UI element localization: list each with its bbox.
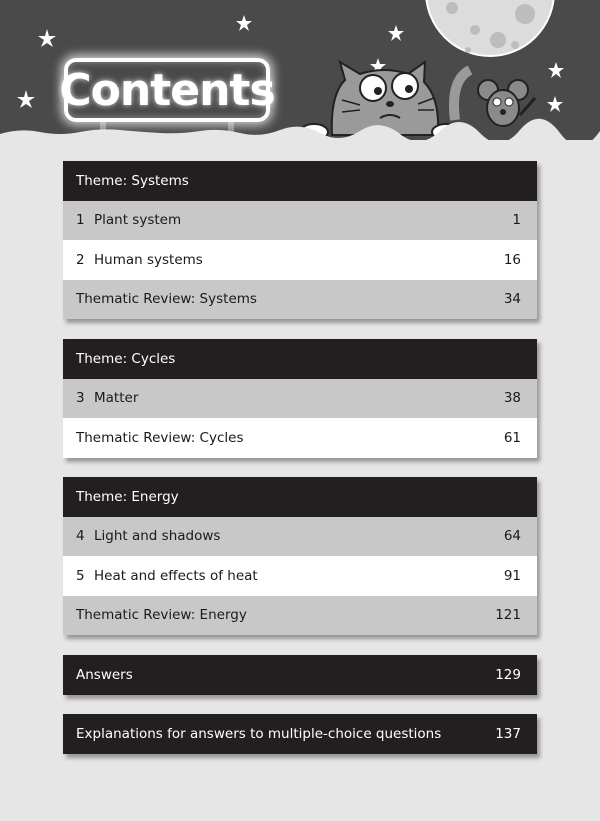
chapter-number: 5 — [76, 567, 85, 584]
page-number: 64 — [503, 528, 521, 545]
section-energy — [63, 477, 537, 635]
section-systems — [63, 161, 537, 319]
chapter-number: 3 — [76, 390, 85, 407]
chapter-title: Human systems — [94, 251, 203, 268]
chapter-title: Thematic Review: Cycles — [76, 429, 244, 446]
page-number: 91 — [503, 567, 521, 584]
toc-entry[interactable] — [63, 201, 537, 241]
page-number: 129 — [495, 666, 521, 683]
toc-entry[interactable] — [63, 556, 537, 596]
page-number: 16 — [503, 251, 521, 268]
chapter-number: 2 — [76, 251, 85, 268]
page-number: 38 — [503, 390, 521, 407]
chapter-title: Matter — [94, 390, 139, 407]
toc-entry-explanations[interactable] — [63, 714, 537, 754]
section-header — [63, 477, 537, 517]
theme-title: Theme: Systems — [76, 172, 189, 189]
chapter-title: Thematic Review: Systems — [76, 291, 257, 308]
chapter-title: Light and shadows — [94, 528, 221, 545]
page-number: 61 — [503, 429, 521, 446]
theme-title: Theme: Energy — [76, 488, 179, 505]
section-cycles — [63, 339, 537, 458]
section-header — [63, 339, 537, 379]
page-title: Contents — [59, 64, 275, 116]
chapter-title: Plant system — [94, 212, 182, 229]
toc-entry[interactable] — [63, 379, 537, 419]
page-number: 137 — [495, 725, 521, 742]
page-number: 121 — [495, 607, 521, 624]
chapter-title: Heat and effects of heat — [94, 567, 258, 584]
answers-title: Answers — [76, 666, 133, 683]
chapter-number: 1 — [76, 212, 85, 229]
section-answers — [63, 655, 537, 695]
title-sign — [59, 58, 275, 122]
section-explanations — [63, 714, 537, 754]
toc-entry[interactable] — [63, 596, 537, 636]
theme-title: Theme: Cycles — [76, 350, 176, 367]
section-header — [63, 161, 537, 201]
toc-entry[interactable] — [63, 418, 537, 458]
toc-entry-answers[interactable] — [63, 655, 537, 695]
chapter-number: 4 — [76, 528, 85, 545]
explanations-title: Explanations for answers to multiple-choice questions — [76, 725, 442, 742]
toc-entry[interactable] — [63, 517, 537, 557]
page-number: 34 — [503, 291, 521, 308]
toc-entry[interactable] — [63, 240, 537, 280]
header-banner — [0, 0, 600, 140]
chapter-title: Thematic Review: Energy — [76, 607, 247, 624]
toc-entry[interactable] — [63, 280, 537, 320]
page-number: 1 — [512, 212, 521, 229]
